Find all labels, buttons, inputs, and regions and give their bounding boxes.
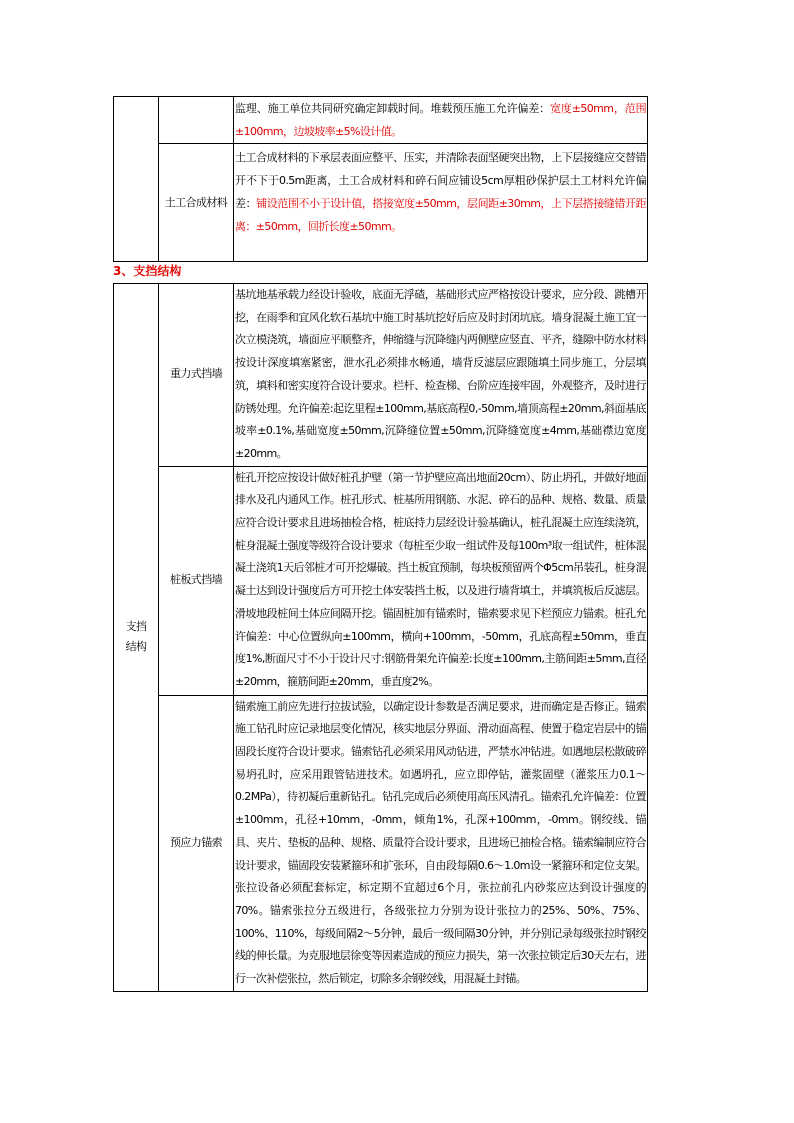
- content-cell: [234, 144, 648, 262]
- table-row: [114, 466, 648, 695]
- label-cell: 桩板式挡墙: [159, 466, 234, 695]
- content-cell: 锚索施工前应先进行拉拔试验，以确定设计参数是否满足要求，进而确定是否修正。锚索施工钻孔时应记录地层变化情况，核实地层分界面、滑动面高程、使置于稳定岩层中的锚固段长度符合设计要求。锚索钻孔必须采用风动钻进，严禁水冲钻进。如遇地层松散破碎易坍孔时，应采用跟管钻进技术。如遇坍孔，应立即停钻，灌浆固壁（灌浆压力0.1～0.2MPa），待初凝后重新钻孔。钻孔完成后必须使用高压风清孔。锚索孔允许偏差：位置±100mm，孔径+10mm，-0mm，倾角1%，孔深+100mm，-0mm。钢绞线、锚具、夹片、垫板的品种、规格、质量符合设计要求，且进场已抽检合格。锚索编制应符合设计要求，锚固段安装紧箍环和扩张环，自由段每隔0.6～1.0m设一紧箍环和定位支架。张拉设备必须配套标定，标定期不宜超过6个月，张拉前孔内砂浆应达到设计强度的70%。锚索张拉分五级进行，各级张拉力分别为设计张拉力的25%、50%、75%、100%、110%，每级间隔2～5分钟，最后一级间隔30分钟，并分别记录每级张拉时钢绞线的伸长量。为克服地层徐变等因素造成的预应力损失，第一次张拉锁定后30天左右，进行一次补偿张拉，然后锁定，切除多余钢绞线，用混凝土封锚。: [234, 695, 648, 991]
- label-cell: [159, 97, 234, 144]
- table-row: [114, 695, 648, 991]
- group-label: 支挡结构: [125, 620, 147, 654]
- content-text: 土工合成材料的下承层表面应整平、压实，并清除表面坚硬突出物，上下层接缝应交替错开不下于0.5m距离，土工合成材料和碎石间应铺设5cm厚粗砂保护层土工材料允许偏差：: [235, 151, 646, 210]
- content-cell: 基坑地基承载力经设计验收，底面无浮碴，基础形式应严格按设计要求，应分段、跳槽开挖，在雨季和宜风化软石基坑中施工时基坑挖好后应及时封闭坑底。墙身混凝土施工宜一次立模浇筑，墙面应平顺整齐，伸缩缝与沉降缝内两侧壁应竖直、平齐，缝隙中防水材料按设计深度填塞紧密，泄水孔必须排水畅通，墙背反滤层应跟随填土同步施工，分层填筑，填料和密实度符合设计要求。栏杆、检查梯、台阶应连接牢固，外观整齐，及时进行防锈处理。允许偏差:起讫里程±100mm,基底高程0,-50mm,墙顶高程±20mm,斜面基底坡率±0.1%,基础宽度±50mm,沉降缝位置±50mm,沉降缝宽度±4mm,基础襟边宽度±20mm。: [234, 284, 648, 467]
- content-cell: [234, 97, 648, 144]
- label-cell: 重力式挡墙: [159, 284, 234, 467]
- label-cell: 预应力锚索: [159, 695, 234, 991]
- table-row: [114, 97, 648, 144]
- section-heading: 3、支挡结构: [113, 264, 182, 278]
- tolerance-text: 宽度±50mm，范围±100mm，边坡坡率±5%设计值。: [235, 102, 646, 138]
- group-label-cell: [114, 284, 159, 992]
- table-row: [114, 144, 648, 262]
- group-cell: [114, 97, 159, 262]
- tolerance-text: 铺设范围不小于设计值，搭接宽度±50mm，层间距±30mm，上下层搭接缝错开距离：±50mm，回折长度±50mm。: [235, 196, 646, 233]
- content-cell: 桩孔开挖应按设计做好桩孔护壁（第一节护壁应高出地面20cm）、防止坍孔，并做好地面排水及孔内通风工作。桩孔形式、桩基所用钢筋、水泥、碎石的品种、规格、数量、质量应符合设计要求且进场抽检合格，桩底持力层经设计验基确认，桩孔混凝土应连续浇筑，桩身混凝土强度等级符合设计要求（每桩至少取一组试件及每100m³取一组试件，桩体混凝土浇筑1天后邻桩才可开挖爆破。挡土板宜预制，每块板预留两个Φ5cm吊装孔，桩身混凝土达到设计强度后方可开挖土体安装挡土板，以及进行墙背填土，并填筑板后反滤层。滑坡地段桩间土体应间隔开挖。锚固桩加有锚索时，锚索要求见下栏预应力锚索。桩孔允许偏差：中心位置纵向±100mm，横向+100mm，-50mm，孔底高程±50mm，垂直度1%,断面尺寸不小于设计尺寸:钢筋骨架允许偏差:长度±100mm,主筋间距±5mm,直径±20mm，箍筋间距±20mm，垂直度2%。: [234, 466, 648, 695]
- table-continuation: [113, 96, 648, 262]
- table-row: [114, 284, 648, 467]
- retaining-structure-table: [113, 283, 648, 992]
- label-cell: 土工合成材料: [159, 144, 234, 262]
- content-text: 监理、施工单位共同研究确定卸载时间。堆载预压施工允许偏差：: [235, 102, 551, 115]
